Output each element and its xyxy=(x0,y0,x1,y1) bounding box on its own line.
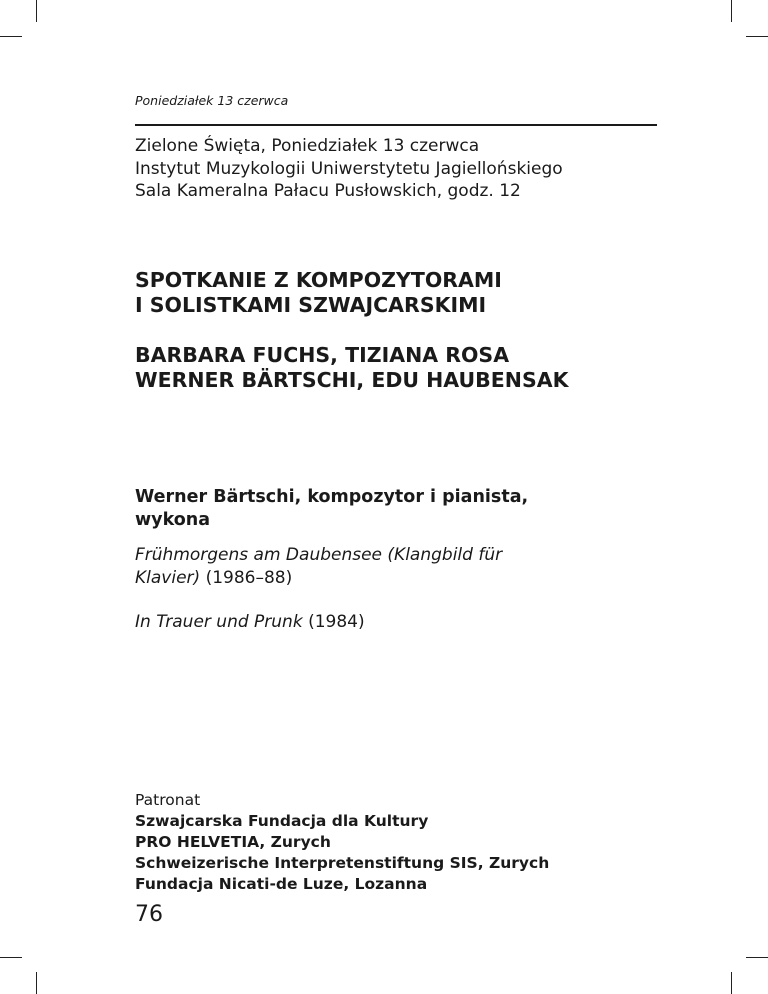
patron-name: Fundacja Nicati-de Luze, Lozanna xyxy=(135,875,428,893)
artists-line: BARBARA FUCHS, TIZIANA ROSA xyxy=(135,343,510,367)
event-title xyxy=(135,268,502,318)
crop-mark xyxy=(0,36,22,37)
performer-line: wykona xyxy=(135,510,211,530)
crop-mark xyxy=(746,36,768,37)
work-years: (1986–88) xyxy=(205,567,293,588)
work-item xyxy=(135,611,655,634)
crop-mark xyxy=(0,957,22,958)
patron-name: PRO HELVETIA, Zurych xyxy=(135,833,331,851)
patronage-label: Patronat xyxy=(135,791,201,809)
artists-line: WERNER BÄRTSCHI, EDU HAUBENSAK xyxy=(135,368,569,392)
venue-hall-line: Sala Kameralna Pałacu Pusłowskich, godz. 12 xyxy=(135,181,521,201)
work-title: In Trauer und Prunk xyxy=(135,612,303,632)
venue-date-line: Zielone Święta, Poniedziałek 13 czerwca xyxy=(135,136,480,156)
event-title-line: I SOLISTKAMI SZWAJCARSKIMI xyxy=(135,293,487,317)
artists-heading xyxy=(135,343,568,393)
performer-line: Werner Bärtschi, kompozytor i pianista, xyxy=(135,487,529,507)
patron-name: Schweizerische Interpretenstiftung SIS, Zurych xyxy=(135,854,550,872)
work-years: (1984) xyxy=(308,612,365,632)
crop-mark xyxy=(731,972,732,994)
work-title: Frühmorgens am Daubensee (Klangbild für xyxy=(135,545,503,565)
venue-institute-line: Instytut Muzykologii Uniwerstytetu Jagiellońskiego xyxy=(135,158,563,179)
work-item xyxy=(135,544,655,589)
patron-name: Szwajcarska Fundacja dla Kultury xyxy=(135,812,429,830)
venue-block xyxy=(135,135,563,203)
event-title-line: SPOTKANIE Z KOMPOZYTORAMI xyxy=(135,268,502,292)
patronage-block xyxy=(135,790,549,895)
page-number: 76 xyxy=(135,902,163,927)
running-head: Poniedziałek 13 czerwca xyxy=(135,93,289,108)
performer-intro xyxy=(135,486,655,532)
crop-mark xyxy=(36,0,37,22)
crop-mark xyxy=(36,972,37,994)
work-title: Klavier) xyxy=(135,567,201,588)
crop-mark xyxy=(746,957,768,958)
header-rule xyxy=(135,124,657,126)
crop-mark xyxy=(731,0,732,22)
